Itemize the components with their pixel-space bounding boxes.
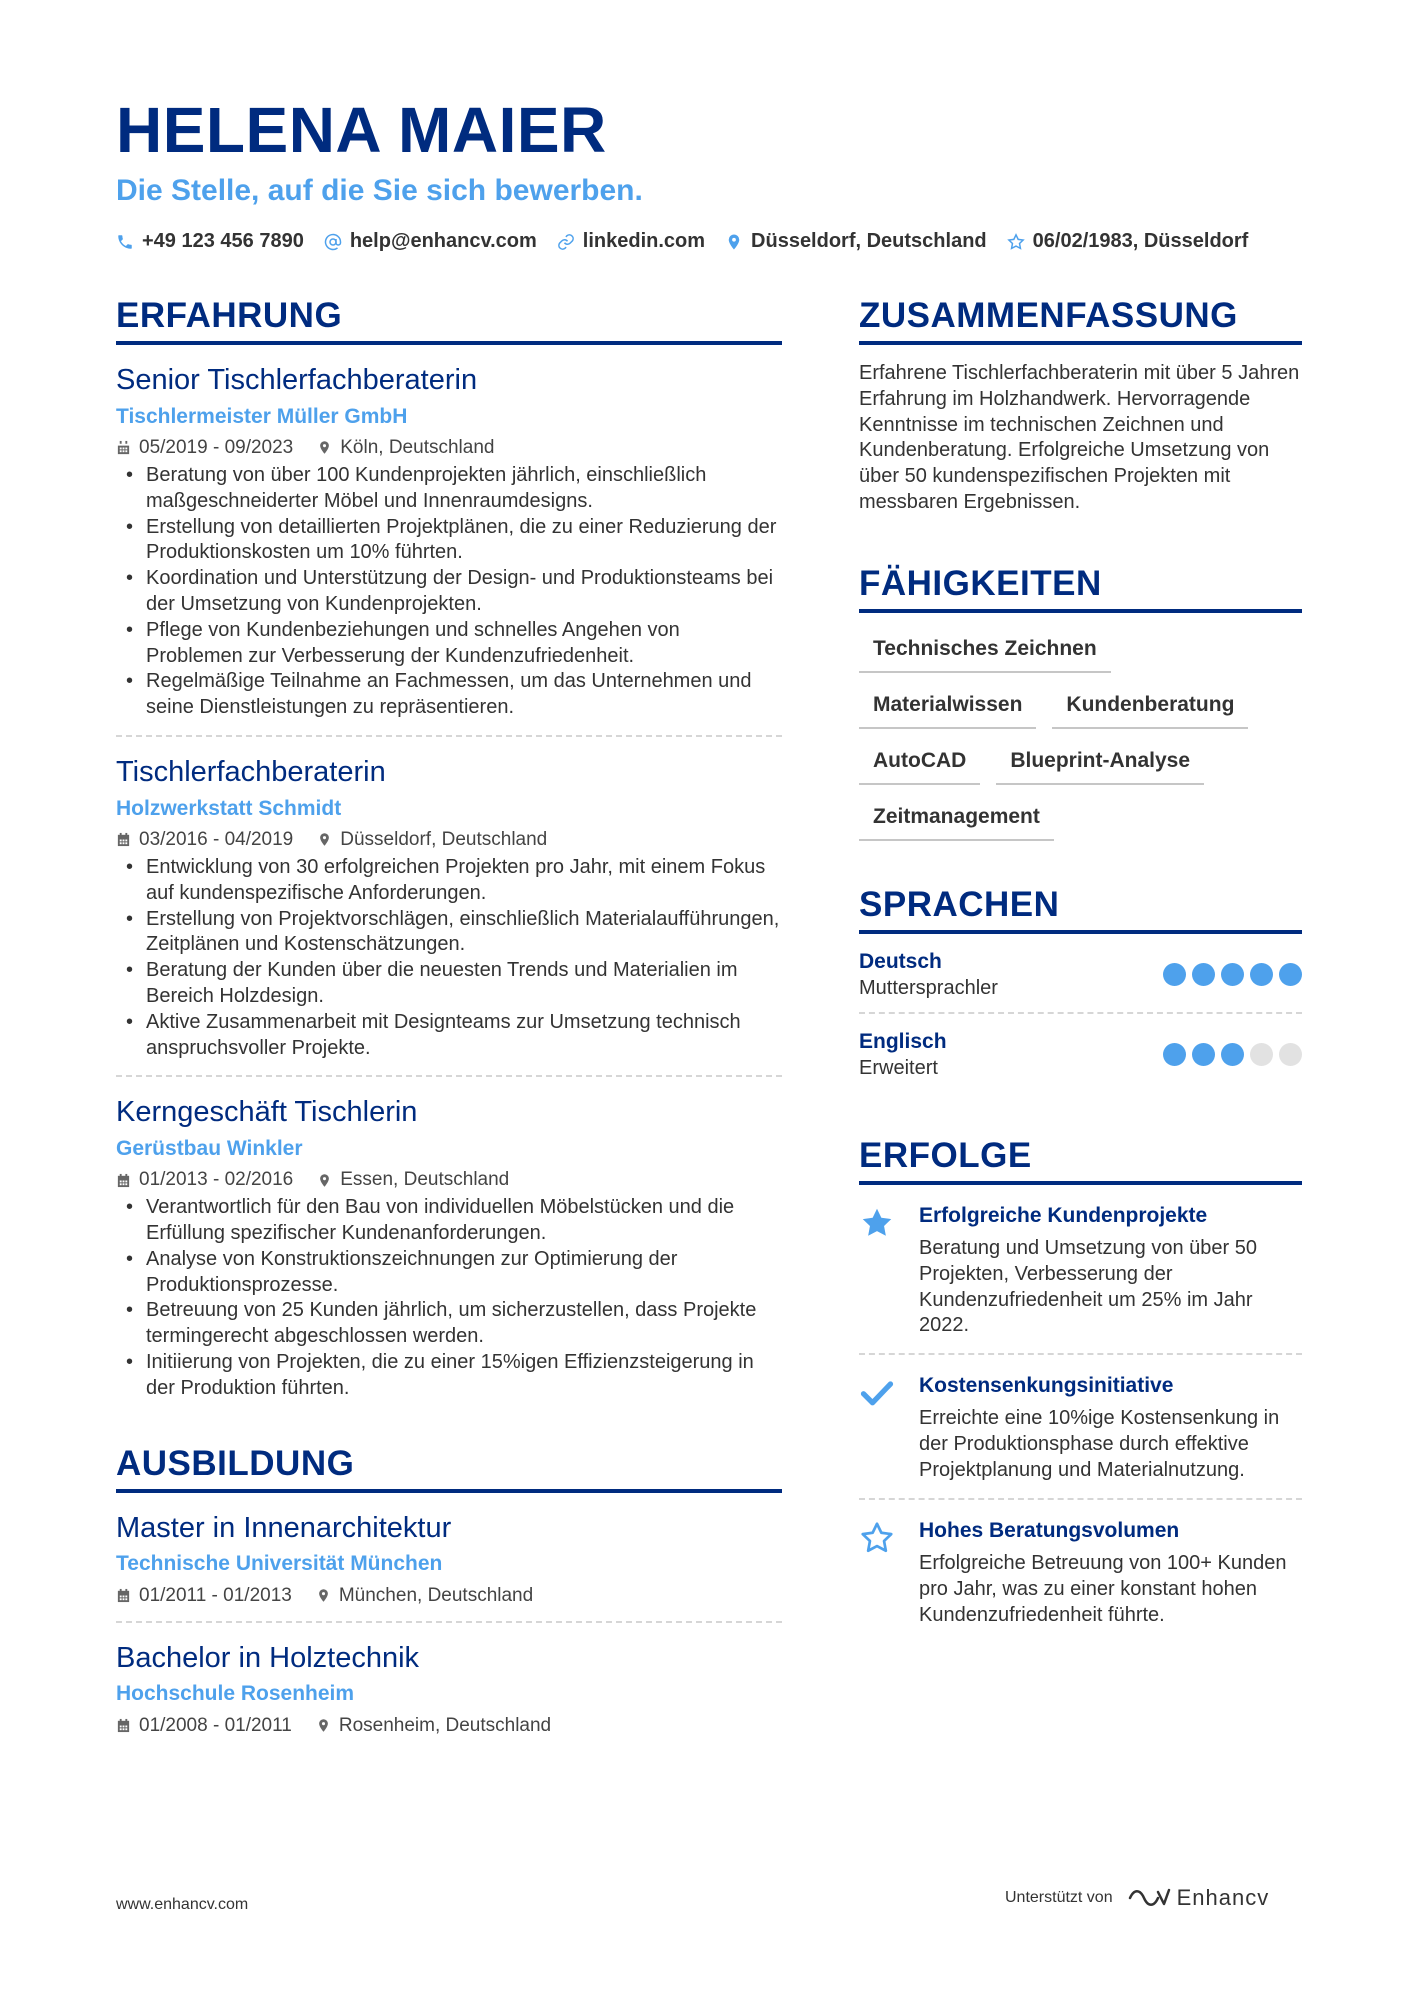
achievement-text: Erfolgreiche Betreuung von 100+ Kunden pro Jahr, was zu einer konstant hohen Kundenzufriedenheit führte.: [919, 1551, 1287, 1626]
checkmark-icon: [859, 1375, 895, 1411]
rating-dot-filled: [1163, 963, 1186, 986]
education-entry: [116, 1493, 782, 1623]
language-name: Englisch: [859, 1029, 947, 1053]
location-icon: [725, 233, 743, 251]
calendar-icon: [116, 1718, 131, 1733]
entry-dates: [116, 437, 293, 459]
location-icon: [316, 1588, 331, 1603]
list-item: • Beratung von über 100 Kundenprojekten jährlich, einschließlich maßgeschneiderter Möbel und Innenraumdesigns.: [116, 463, 782, 515]
experience-entry: [116, 1077, 782, 1401]
at-icon: [324, 233, 342, 251]
language-name: Deutsch: [859, 949, 942, 973]
rating-dot-empty: [1279, 1043, 1302, 1066]
contact-linkedin[interactable]: [557, 230, 705, 253]
footer-branding[interactable]: [1005, 1885, 1269, 1911]
left-column: [116, 298, 782, 1737]
school-name: Hochschule Rosenheim: [116, 1682, 355, 1706]
entry-location: [317, 437, 494, 459]
contact-birth: [1007, 230, 1249, 253]
contact-location: [725, 230, 987, 253]
entry-dates: [116, 1585, 292, 1607]
summary-text: Erfahrene Tischlerfachberaterin mit über 5 Jahren Erfahrung im Holzhandwerk. Hervorragende Kenntnisse im technischen Zeichnen und Kundenberatung. Erfolgreiche Umsetzung von über 50 kundenspezifischen Projekten mit messbaren Ergebnissen.: [859, 362, 1300, 513]
language-rating: [1157, 1043, 1302, 1066]
list-item: • Aktive Zusammenarbeit mit Designteams zur Umsetzung technisch anspruchsvoller Projekte.: [116, 1010, 782, 1062]
language-level: Muttersprachler: [859, 976, 998, 999]
contact-email[interactable]: [324, 230, 537, 253]
contact-linkedin-text: linkedin.com: [582, 230, 706, 252]
calendar-icon: [116, 1173, 131, 1188]
achievements-heading: ERFOLGE: [859, 1138, 1302, 1185]
link-icon: [557, 233, 575, 251]
skill-tag: Materialwissen: [859, 687, 1036, 729]
location-icon: [316, 1718, 331, 1733]
achievement-title: Erfolgreiche Kundenprojekte: [919, 1203, 1208, 1227]
skill-tag: Technisches Zeichnen: [859, 631, 1111, 673]
entry-location: [317, 1169, 509, 1191]
experience-entry: [116, 737, 782, 1077]
entry-location: [317, 829, 547, 851]
entry-location-text: Köln, Deutschland: [340, 436, 495, 458]
skills-list: [859, 631, 1302, 855]
rating-dot-empty: [1250, 1043, 1273, 1066]
entry-meta: [116, 829, 782, 851]
achievement-title: Hohes Beratungsvolumen: [919, 1518, 1180, 1542]
enhancv-logo-icon: [1127, 1886, 1171, 1910]
entry-dates: [116, 1169, 293, 1191]
skill-tag: Kundenberatung: [1052, 687, 1248, 729]
achievement-text: Erreichte eine 10%ige Kostensenkung in der Produktionsphase durch effektive Projektplanung und Materialnutzung.: [919, 1407, 1280, 1481]
skill-tag: AutoCAD: [859, 743, 980, 785]
job-title: Die Stelle, auf die Sie sich bewerben.: [116, 174, 643, 207]
entry-location-text: Rosenheim, Deutschland: [338, 1714, 552, 1736]
list-item: • Verantwortlich für den Bau von individuellen Möbelstücken und die Erfüllung spezifischer Kundenanforderungen.: [116, 1195, 782, 1247]
star-filled-icon: [859, 1205, 895, 1241]
rating-dot-filled: [1163, 1043, 1186, 1066]
rating-dot-filled: [1221, 1043, 1244, 1066]
calendar-icon: [116, 1588, 131, 1603]
skill-tag: Blueprint-Analyse: [996, 743, 1204, 785]
footer-website[interactable]: www.enhancv.com: [116, 1896, 249, 1913]
achievement-item: [859, 1185, 1302, 1353]
company-name: Holzwerkstatt Schmidt: [116, 796, 342, 820]
location-icon: [317, 832, 332, 847]
contact-email-text: help@enhancv.com: [349, 230, 537, 252]
achievement-list: [116, 463, 782, 721]
job-role: Senior Tischlerfachberaterin: [116, 364, 478, 396]
entry-meta: [116, 437, 782, 459]
powered-by-text: Unterstützt von: [1005, 1889, 1113, 1906]
achievement-item: [859, 1500, 1302, 1643]
entry-dates-text: 05/2019 - 09/2023: [139, 436, 294, 458]
language-rating: [1157, 963, 1302, 986]
list-item: • Erstellung von detaillierten Projektplänen, die zu einer Reduzierung der Produktionskosten um 10% führten.: [116, 515, 782, 567]
rating-dot-filled: [1250, 963, 1273, 986]
education-entry: [116, 1623, 782, 1737]
skill-tag: Zeitmanagement: [859, 799, 1054, 841]
entry-location: [316, 1715, 551, 1737]
contact-birth-text: 06/02/1983, Düsseldorf: [1032, 230, 1249, 252]
company-name: Tischlermeister Müller GmbH: [116, 404, 408, 428]
star-outline-icon: [859, 1520, 895, 1556]
entry-dates-text: 03/2016 - 04/2019: [139, 828, 294, 850]
list-item: • Regelmäßige Teilnahme an Fachmessen, um das Unternehmen und seine Dienstleistungen zu repräsentieren.: [116, 669, 782, 721]
phone-icon: [116, 233, 134, 251]
language-item: [859, 934, 1302, 1012]
language-item: [859, 1014, 1302, 1092]
experience-entry: [116, 345, 782, 737]
entry-location-text: Düsseldorf, Deutschland: [340, 828, 548, 850]
right-column: [859, 298, 1302, 1642]
list-item: • Entwicklung von 30 erfolgreichen Projekten pro Jahr, mit einem Fokus auf kundenspezifische Anforderungen.: [116, 855, 782, 907]
entry-dates-text: 01/2013 - 02/2016: [139, 1169, 294, 1191]
contact-phone-text: +49 123 456 7890: [142, 230, 304, 252]
list-item: • Erstellung von Projektvorschlägen, einschließlich Materialaufführungen, Zeitplänen und Kostenschätzungen.: [116, 907, 782, 959]
contact-bar: [116, 230, 1268, 253]
entry-meta: [116, 1169, 782, 1191]
candidate-name: HELENA MAIER: [116, 94, 607, 166]
achievement-text: Beratung und Umsetzung von über 50 Projekten, Verbesserung der Kundenzufriedenheit um 25% im Jahr 2022.: [919, 1236, 1257, 1337]
location-icon: [317, 440, 332, 455]
school-name: Technische Universität München: [116, 1552, 443, 1576]
list-item: • Betreuung von 25 Kunden jährlich, um sicherzustellen, dass Projekte termingerecht abgeschlossen werden.: [116, 1298, 782, 1350]
entry-dates: [116, 829, 293, 851]
star-icon: [1007, 233, 1025, 251]
list-item: • Initiierung von Projekten, die zu einer 15%igen Effizienzsteigerung in der Produktion führten.: [116, 1350, 782, 1402]
list-item: • Pflege von Kundenbeziehungen und schnelles Angehen von Problemen zur Verbesserung der Kundenzufriedenheit.: [116, 618, 782, 670]
summary-heading: ZUSAMMENFASSUNG: [859, 298, 1302, 345]
rating-dot-filled: [1192, 963, 1215, 986]
degree: Bachelor in Holztechnik: [116, 1641, 420, 1674]
achievement-title: Kostensenkungsinitiative: [919, 1374, 1174, 1398]
achievement-list: [116, 1195, 782, 1401]
rating-dot-filled: [1279, 963, 1302, 986]
entry-location-text: München, Deutschland: [338, 1584, 534, 1606]
contact-location-text: Düsseldorf, Deutschland: [751, 230, 987, 252]
company-name: Gerüstbau Winkler: [116, 1137, 303, 1161]
entry-meta: [116, 1585, 782, 1607]
rating-dot-filled: [1192, 1043, 1215, 1066]
entry-meta: [116, 1715, 782, 1737]
entry-dates: [116, 1715, 292, 1737]
brand-name: Enhancv: [1176, 1885, 1270, 1910]
list-item: • Analyse von Konstruktionszeichnungen zur Optimierung der Produktionsprozesse.: [116, 1247, 782, 1299]
job-role: Tischlerfachberaterin: [116, 755, 386, 788]
entry-location-text: Essen, Deutschland: [340, 1169, 510, 1191]
achievement-list: [116, 855, 782, 1061]
education-heading: AUSBILDUNG: [116, 1446, 782, 1493]
language-level: Erweitert: [859, 1056, 938, 1079]
skills-heading: FÄHIGKEITEN: [859, 566, 1302, 613]
list-item: • Koordination und Unterstützung der Design- und Produktionsteams bei der Umsetzung von Kundenprojekten.: [116, 566, 782, 618]
entry-dates-text: 01/2008 - 01/2011: [139, 1714, 292, 1736]
languages-heading: SPRACHEN: [859, 887, 1302, 934]
degree: Master in Innenarchitektur: [116, 1511, 452, 1544]
list-item: • Beratung der Kunden über die neuesten Trends und Materialien im Bereich Holzdesign.: [116, 958, 782, 1010]
calendar-icon: [116, 832, 131, 847]
rating-dot-filled: [1221, 963, 1244, 986]
achievement-item: [859, 1355, 1302, 1498]
calendar-icon: [116, 440, 131, 455]
location-icon: [317, 1173, 332, 1188]
entry-dates-text: 01/2011 - 01/2013: [139, 1584, 292, 1606]
experience-heading: ERFAHRUNG: [116, 298, 782, 345]
job-role: Kerngeschäft Tischlerin: [116, 1096, 418, 1129]
entry-location: [316, 1585, 533, 1607]
contact-phone[interactable]: [116, 230, 304, 253]
